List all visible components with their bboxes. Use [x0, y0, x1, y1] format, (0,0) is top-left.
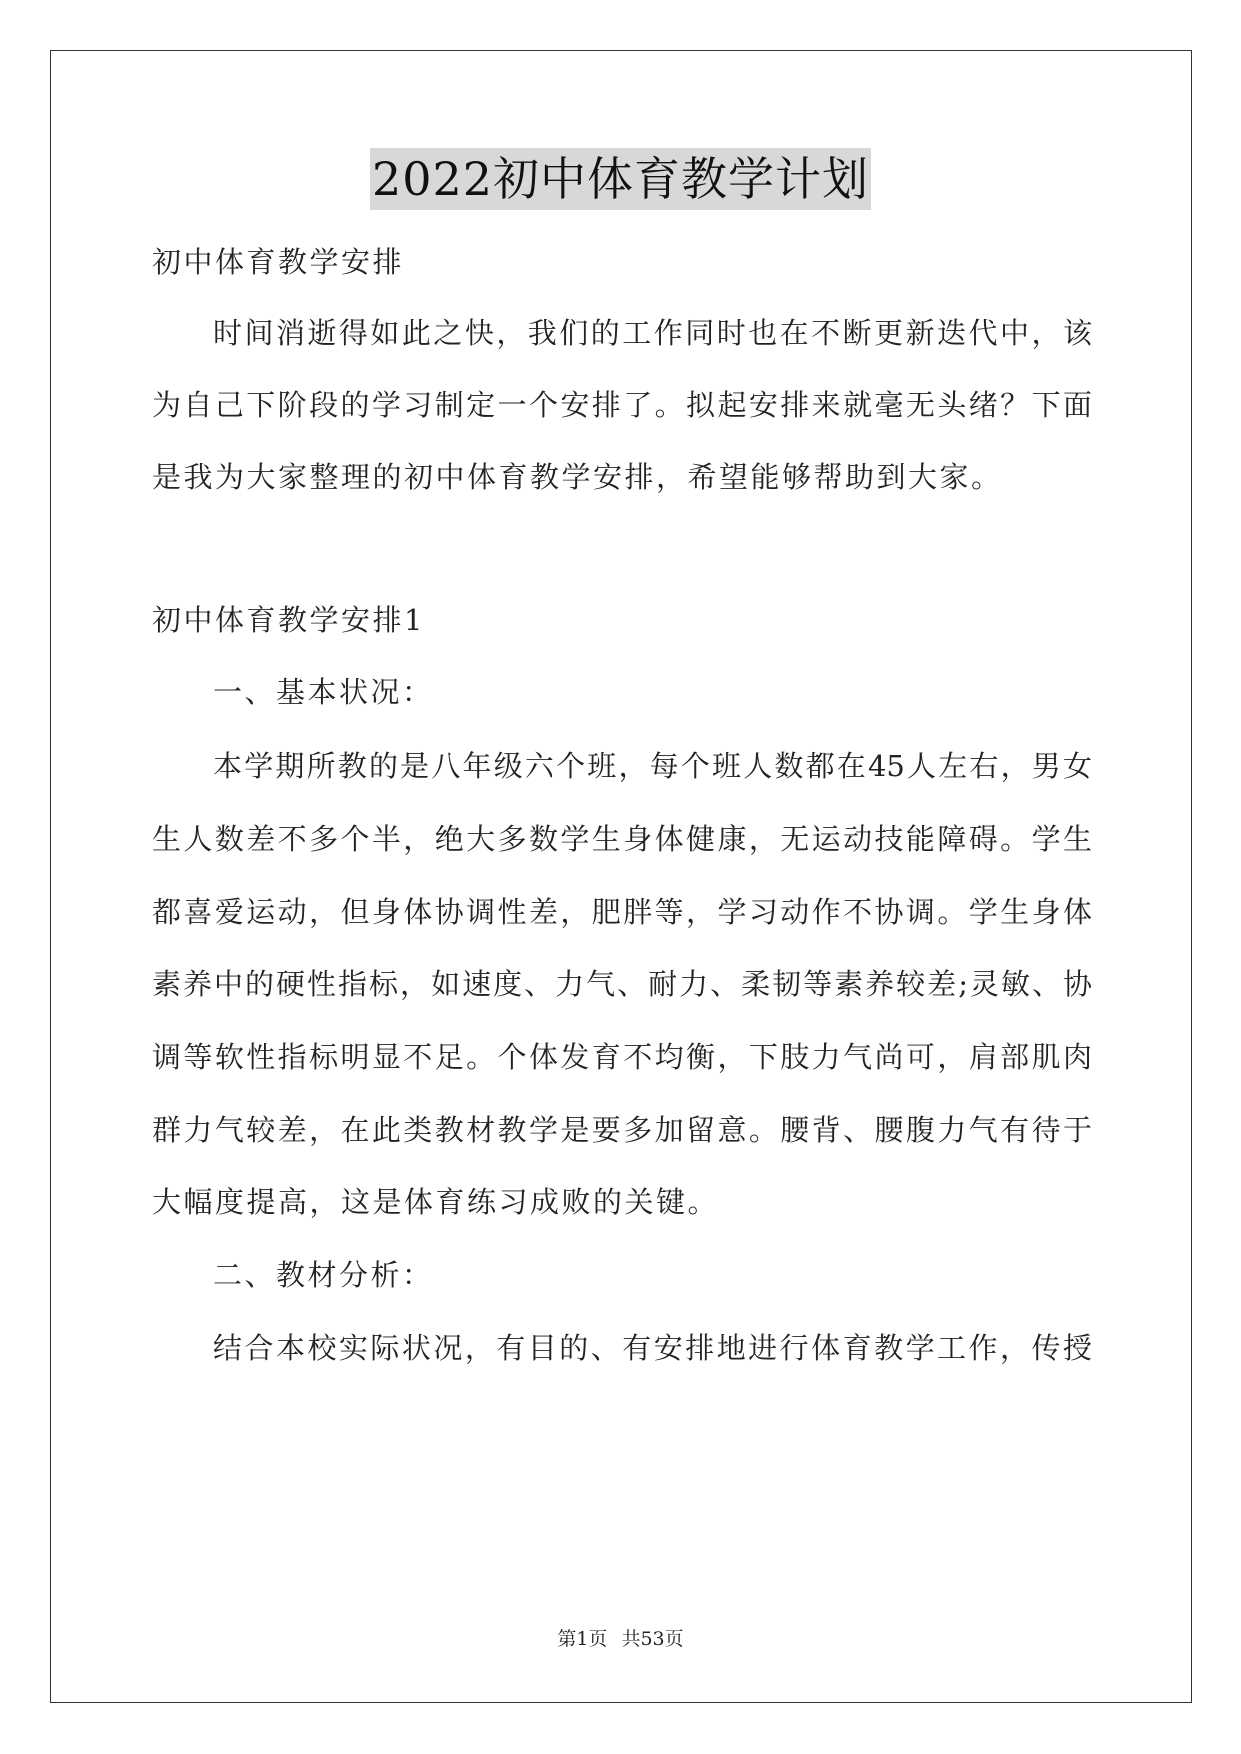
page-footer — [0, 1626, 1241, 1652]
paragraph-line: 结合本校实际状况，有目的、有安排地进行体育教学工作，传授 — [213, 1331, 1092, 1365]
part-heading: 一、基本状况： — [213, 675, 434, 709]
paragraph-line: 都喜爱运动，但身体协调性差，肥胖等，学习动作不协调。学生身体 — [152, 895, 1092, 929]
document-title: 2022初中体育教学计划 — [370, 148, 871, 210]
title-container — [0, 148, 1241, 210]
paragraph-line: 生人数差不多个半，绝大多数学生身体健康，无运动技能障碍。学生 — [152, 822, 1092, 856]
subtitle: 初中体育教学安排 — [152, 245, 405, 279]
part-heading: 二、教材分析： — [213, 1258, 434, 1292]
page-total: 共53页 — [621, 1628, 684, 1650]
section-heading: 初中体育教学安排1 — [152, 603, 425, 637]
page-border — [50, 50, 1192, 1703]
paragraph-line: 本学期所教的是八年级六个班，每个班人数都在45人左右，男女 — [213, 749, 1092, 783]
paragraph-line: 群力气较差，在此类教材教学是要多加留意。腰背、腰腹力气有待于 — [152, 1113, 1092, 1147]
intro-line: 为自己下阶段的学习制定一个安排了。拟起安排来就毫无头绪？下面 — [152, 388, 1092, 422]
paragraph-line: 大幅度提高，这是体育练习成败的关键。 — [152, 1185, 720, 1219]
page-number: 第1页 — [557, 1628, 608, 1650]
intro-line: 时间消逝得如此之快，我们的工作同时也在不断更新迭代中，该 — [213, 316, 1092, 350]
paragraph-line: 素养中的硬性指标，如速度、力气、耐力、柔韧等素养较差;灵敏、协 — [152, 967, 1092, 1001]
intro-line: 是我为大家整理的初中体育教学安排，希望能够帮助到大家。 — [152, 460, 1003, 494]
paragraph-line: 调等软性指标明显不足。个体发育不均衡，下肢力气尚可，肩部肌肉 — [152, 1040, 1092, 1074]
